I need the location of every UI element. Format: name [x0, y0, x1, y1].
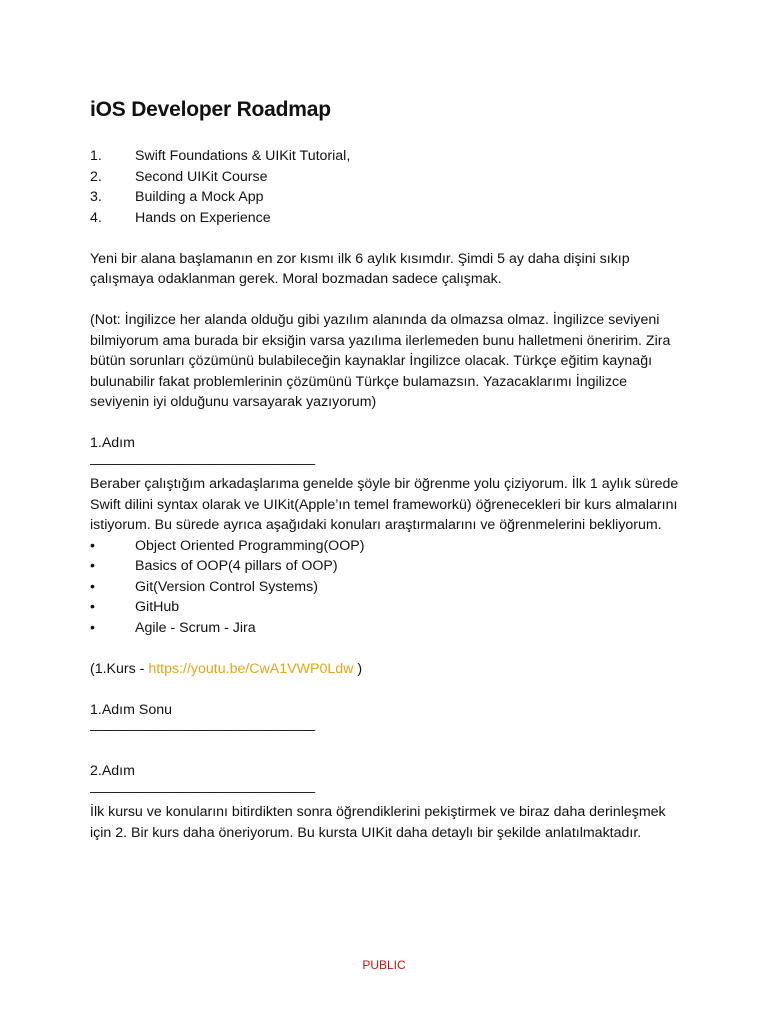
step2-paragraph: İlk kursu ve konularını bitirdikten sonra öğrendiklerini pekiştirmek ve biraz daha derinleşmek için 2. Bir kurs daha öneriyorum. Bu kursta UIKit daha detaylı bir şekilde anlatılmaktadır.	[90, 804, 666, 841]
list-item	[90, 597, 690, 618]
course-link[interactable]: https://youtu.be/CwA1VWP0Ldw	[148, 660, 354, 677]
course-suffix: )	[353, 660, 363, 677]
list-item	[90, 536, 690, 557]
list-item	[90, 208, 690, 229]
intro-paragraph: Yeni bir alana başlamanın en zor kısmı ilk 6 aylık kısımdır. Şimdi 5 ay daha dişini sıkıp çalışmaya odaklanman gerek. Moral bozmadan sadece çalışmak.	[90, 250, 630, 287]
bullet-icon: •	[90, 578, 95, 595]
list-text: Basics of OOP(4 pillars of OOP)	[135, 558, 338, 574]
list-item	[90, 577, 690, 598]
step1-heading: 1.Adım	[90, 435, 135, 451]
list-number: 3.	[90, 189, 102, 205]
bullet-icon: •	[90, 619, 95, 636]
list-number: 2.	[90, 168, 102, 185]
list-item	[90, 618, 690, 639]
divider: —————————————————	[90, 783, 315, 800]
topics-list	[90, 536, 690, 639]
list-item	[90, 187, 690, 208]
step2-heading: 2.Adım	[90, 763, 135, 779]
step1-end-heading: 1.Adım Sonu	[90, 701, 173, 718]
list-text: Git(Version Control Systems)	[135, 578, 318, 595]
list-number: 4.	[90, 209, 102, 226]
list-text: Agile - Scrum - Jira	[135, 619, 256, 636]
list-item	[90, 146, 690, 167]
classification-label: PUBLIC	[362, 958, 406, 972]
list-number: 1.	[90, 148, 102, 164]
page-title: iOS Developer Roadmap	[90, 98, 331, 121]
bullet-icon: •	[90, 599, 95, 615]
list-item	[90, 167, 690, 188]
list-text: Building a Mock App	[135, 189, 264, 205]
document-page	[90, 96, 690, 843]
bullet-icon: •	[90, 558, 95, 574]
divider: —————————————————	[90, 455, 315, 472]
course-reference	[90, 659, 690, 680]
course-prefix: (1.Kurs -	[90, 660, 149, 677]
list-text: Object Oriented Programming(OOP)	[135, 537, 365, 554]
note-paragraph: (Not: İngilizce her alanda olduğu gibi yazılım alanında da olmazsa olmaz. İngilizce seviyeni bilmiyorum ama burada bir eksiğin varsa yazılıma ilerlemeden bunu halletmeni öneririm. Zira bütün sorunları çözümünü bulabileceğin kaynaklar İngilizce olacak. Türkçe eğitim kaynağı bulunabilir fakat problemlerinin çözümünü Türkçe bulamazsın. Yazacaklarımı İngilizce seviyenin iyi olduğunu varsayarak yazıyorum)	[90, 312, 671, 410]
bullet-icon: •	[90, 537, 95, 554]
roadmap-list	[90, 146, 690, 228]
list-text: GitHub	[135, 599, 180, 615]
list-text: Hands on Experience	[135, 209, 271, 226]
step1-paragraph: Beraber çalıştığım arkadaşlarıma genelde şöyle bir öğrenme yolu çiziyorum. İlk 1 aylık sürede Swift dilini syntax olarak ve UIKit(Apple’ın temel frameworkü) öğrenecekleri bir kurs almalarını istiyorum. Bu sürede ayrıca aşağıdaki konuları araştırmalarını ve öğrenmelerini bekliyorum.	[90, 476, 679, 533]
list-text: Swift Foundations & UIKit Tutorial,	[135, 148, 351, 164]
list-item	[90, 556, 690, 577]
list-text: Second UIKit Course	[135, 168, 268, 185]
divider: —————————————————	[90, 722, 315, 738]
